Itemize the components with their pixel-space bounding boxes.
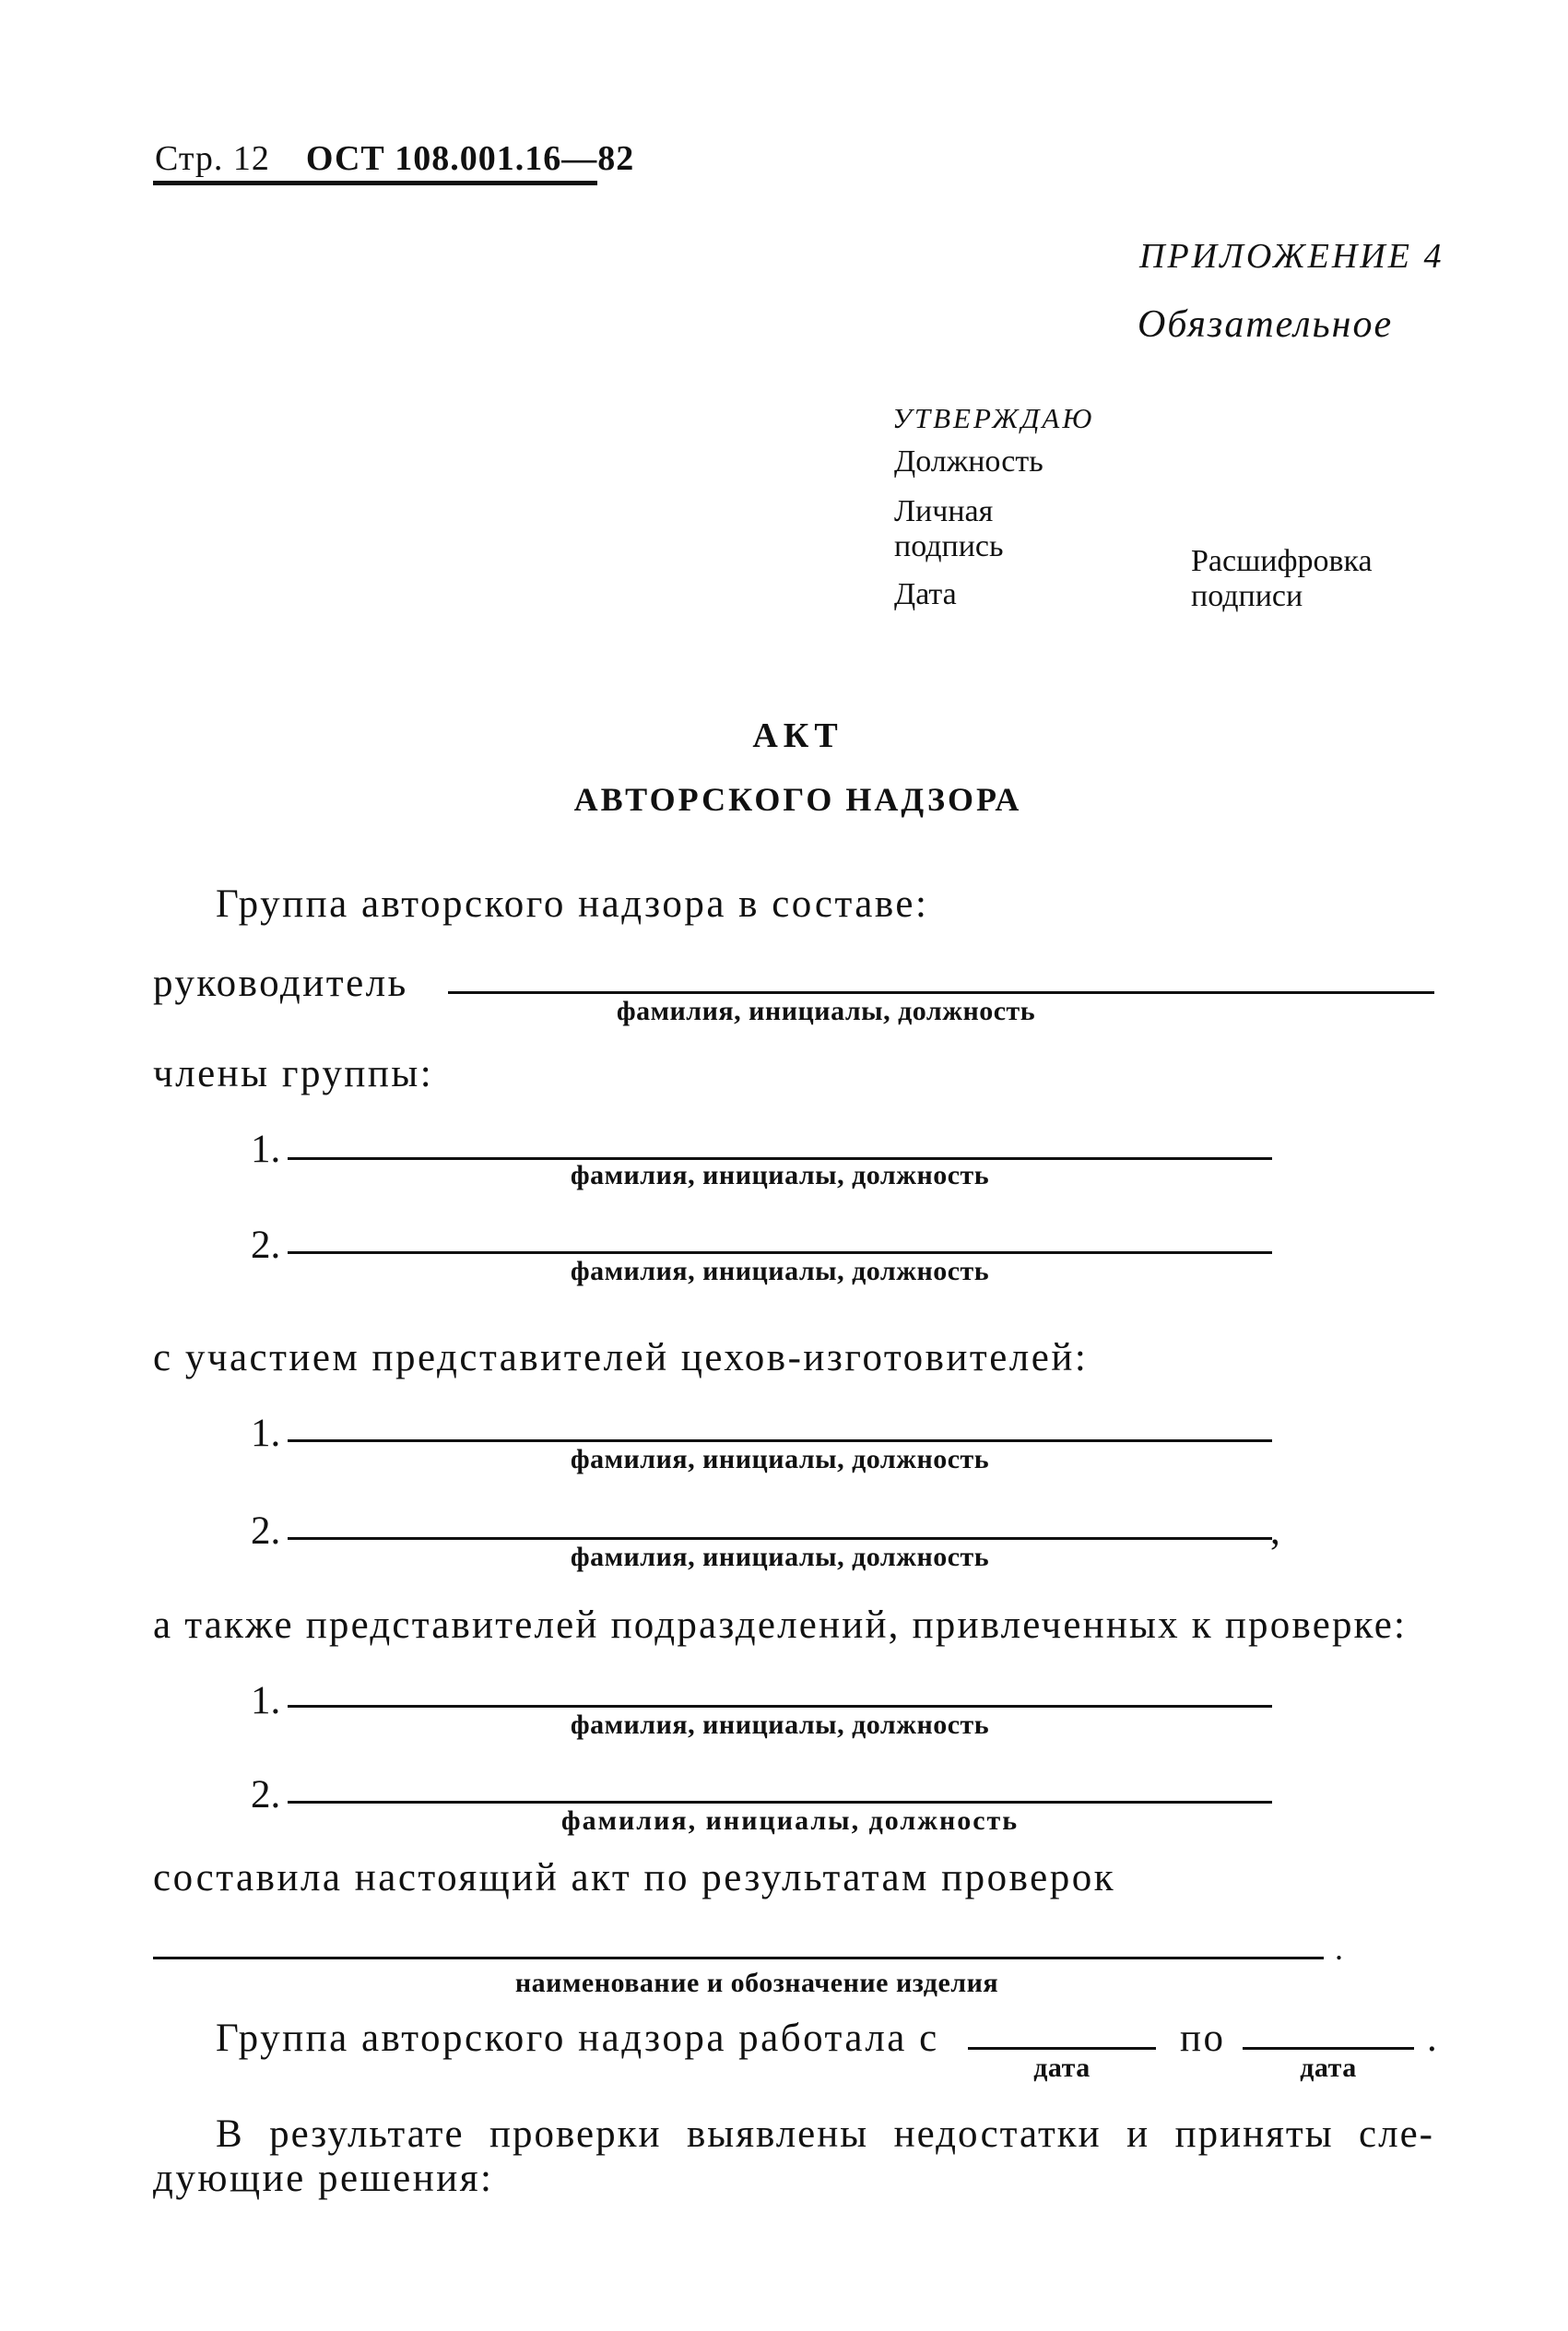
period-to: по — [1180, 2017, 1226, 2060]
workshop-2-caption: фамилия, инициалы, должность — [570, 1542, 990, 1572]
approve-position: Должность — [894, 444, 1043, 479]
member-1-caption: фамилия, инициалы, должность — [570, 1160, 990, 1190]
act-subtitle: АВТОРСКОГО НАДЗОРА — [573, 781, 1022, 818]
leader-label: руководитель — [153, 962, 408, 1005]
member-2-field-line[interactable] — [288, 1251, 1272, 1254]
divisions-label: а также представителей подразделений, привлеченных к проверке: — [153, 1603, 1408, 1647]
workshop-2-number: 2. — [251, 1509, 281, 1553]
group-intro: Группа авторского надзора в составе: — [216, 882, 929, 926]
start-date-caption: дата — [1033, 2053, 1091, 2083]
approve-title: УТВЕРЖДАЮ — [892, 402, 1095, 434]
product-dot: . — [1335, 1930, 1343, 1967]
page-header — [155, 138, 634, 179]
division-2-field-line[interactable] — [288, 1801, 1272, 1804]
approve-decoding: Расшифровка подписи — [1191, 544, 1373, 613]
period-dot: . — [1427, 2017, 1440, 2060]
workshops-label: с участием представителей цехов-изготовителей: — [153, 1336, 1089, 1379]
division-1-number: 1. — [251, 1679, 281, 1722]
workshop-2-field-line[interactable] — [288, 1537, 1272, 1540]
end-date-caption: дата — [1300, 2053, 1357, 2083]
appendix-status: Обязательное — [1138, 303, 1394, 346]
header-rule — [153, 181, 597, 185]
appendix-label: ПРИЛОЖЕНИЕ 4 — [1139, 237, 1444, 276]
division-1-caption: фамилия, инициалы, должность — [570, 1710, 990, 1740]
member-2-number: 2. — [251, 1224, 281, 1267]
division-2-number: 2. — [251, 1773, 281, 1816]
start-date-field-line[interactable] — [968, 2047, 1156, 2050]
standard-code: ОСТ 108.001.16—82 — [305, 139, 635, 178]
members-label: члены группы: — [153, 1052, 434, 1095]
approve-date: Дата — [894, 577, 957, 611]
end-date-field-line[interactable] — [1243, 2047, 1414, 2050]
workshop-1-field-line[interactable] — [288, 1439, 1272, 1442]
workshop-2-comma: , — [1270, 1509, 1280, 1553]
composed-text: составила настоящий акт по результатам проверок — [153, 1856, 1116, 1899]
result-line-2: дующие решения: — [153, 2157, 494, 2200]
page-number: Стр. 12 — [155, 139, 270, 178]
member-1-number: 1. — [251, 1128, 281, 1171]
division-2-caption: фамилия, инициалы, должность — [560, 1805, 1020, 1836]
division-1-field-line[interactable] — [288, 1705, 1272, 1708]
leader-caption: фамилия, инициалы, должность — [616, 996, 1036, 1026]
act-title: АКТ — [752, 716, 843, 755]
workshop-1-number: 1. — [251, 1412, 281, 1455]
result-line-1: В результате проверки выявлены недостатки и приняты сле- — [216, 2112, 1434, 2156]
period-text: Группа авторского надзора работала с — [216, 2017, 939, 2060]
member-2-caption: фамилия, инициалы, должность — [570, 1256, 990, 1286]
product-caption: наименование и обозначение изделия — [514, 1968, 999, 1998]
workshop-1-caption: фамилия, инициалы, должность — [570, 1444, 990, 1474]
product-field-line[interactable] — [153, 1957, 1324, 1959]
approve-signature: Личная подпись — [894, 494, 1004, 563]
leader-field-line[interactable] — [448, 991, 1434, 994]
